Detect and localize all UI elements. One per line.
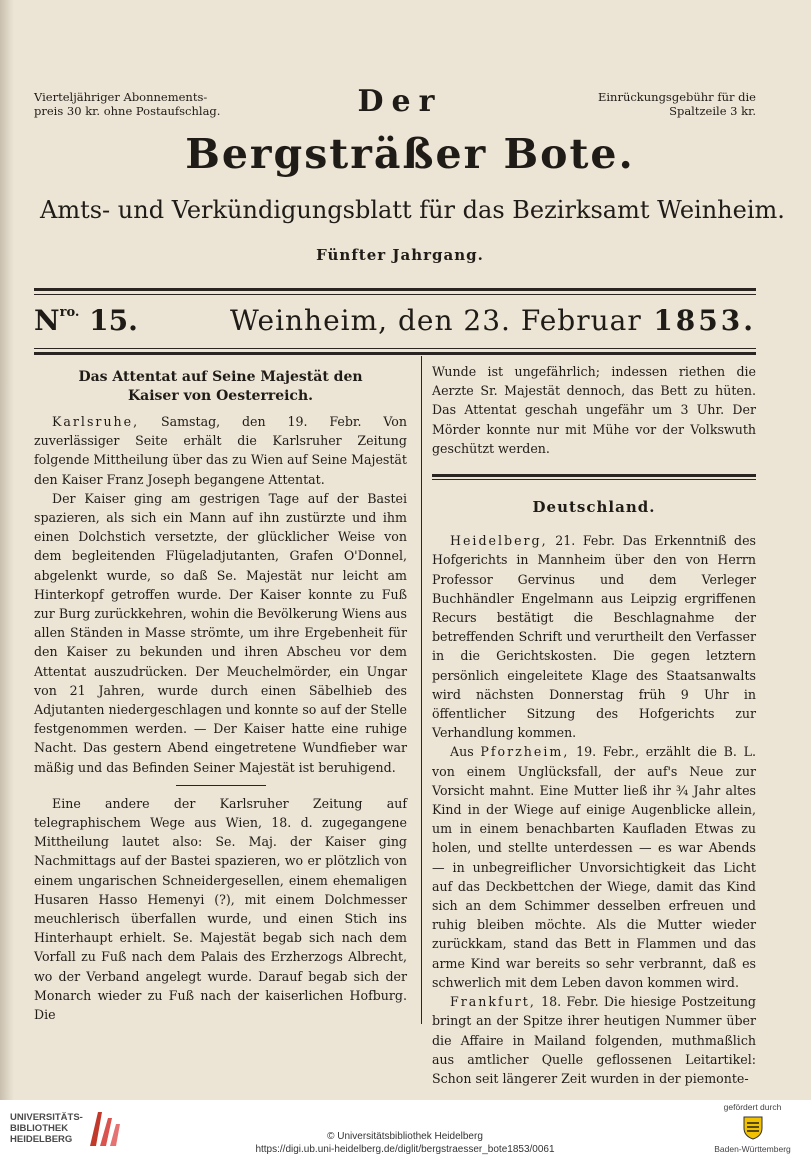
section-heading: Deutschland.: [532, 498, 656, 517]
paragraph-intro: Aus: [450, 744, 474, 760]
article-paragraph: Eine andere der Karlsruher Zeitung auf telegraphischem Wege aus Wien, 18. d. zugegangene Mittheilung lautet also: Se. Maj. der Kaiser ging Nachmittags auf der Bastei spazieren, wo er plötzlich von einem ungarischen Schneidergesellen, einem ehemaligen Husaren Hasso Hemenyi (?), mit einem Dolchmesser meuchlerisch überfallen wurde, und einen Stich ins Hinterhaupt erhielt. Se. Majestät begab sich nach dem Vorfall zu Fuß nach dem Palais des Erzherzogs Albrecht, wo der Verband angelegt wurde. Darauf begab sich der Monarch wieder zu Fuß nach der kaiserlichen Hofburg. Die: [34, 795, 407, 1023]
article-paragraph: [432, 531, 756, 742]
left-column: [34, 368, 407, 1024]
source-url[interactable]: https://digi.ub.uni-heidelberg.de/diglit/bergstraesser_bote1853/0061: [255, 1144, 555, 1155]
advertising-fee-note: [596, 90, 756, 118]
fee-line-2: Spaltzeile 3 kr.: [669, 104, 756, 118]
article-paragraph: Wunde ist ungefährlich; indessen riethen die Aerzte Sr. Majestät dennoch, das Bett zu hüten. Das Attentat geschah ungefähr um 3 Uhr. Der Mörder konnte nur mit Mühe vor der Volkswuth geschützt werden.: [432, 364, 756, 456]
issue-number: [34, 304, 138, 337]
library-name: UNIVERSITÄTS- BIBLIOTHEK HEIDELBERG: [10, 1112, 83, 1145]
paragraph-text: 19. Febr., erzählt die B. L. von einem Unglücksfall, der auf's Neue zur Vorsicht mahnt. Eine Mutter ließ ihr ¾ Jahr altes Kind in der Wiege auf einige Augenblicke allein, um in einem benachbarten Kaufladen Etwas zu holen, und stellte unterdessen — es war Abends — in unbegreiflicher Unvorsichtigkeit das Licht auf das Deckbettchen der Wiege, damit das Kind sich an dem Schimmer desselben erfreuen und ruhig bleiben möchte. Als die Mutter wieder zurückkam, stand das Bett in Flammen und das arme Kind war bereits so sehr verbrannt, daß es schwerlich mit dem Leben davon kommen wird.: [432, 744, 756, 990]
article-title-line-2: Kaiser von Oesterreich.: [127, 388, 314, 404]
header-rule-top: [34, 288, 756, 291]
issue-year: 1853.: [653, 304, 756, 337]
issue-number-value: 15.: [89, 304, 138, 337]
subscription-line-1: Vierteljähriger Abonnements-: [34, 90, 208, 104]
dateline-place: Karlsruhe,: [52, 414, 140, 429]
article-paragraph: Der Kaiser ging am gestrigen Tage auf der Bastei spazieren, als sich ein Mann auf ihn zustürzte und ihm einen Dolchstich versetzte, der glücklicher Weise von dem begleitenden Flügeladjutanten, Grafen O'Donnel, abgelenkt wurde, so daß Se. Majestät nur leicht am Hinterkopf getroffen wurde. Der Kaiser konnte zu Fuß zur Burg zurückkehren, wohin die Bevölkerung Wiens aus allen Ständen in Masse strömte, um ihre Ergebenheit für den Kaiser zu bekunden und ihren Abscheu vor dem Attentat auszudrücken. Der Meuchelmörder, ein Ungar von 21 Jahren, wurde durch einen Säbelhieb des Adjutanten niedergeschlagen und konnte so auf der Stelle festgenommen werden. — Der Kaiser hatte eine ruhige Nacht. Das gestern Abend eingetretene Wundfieber war mäßig und das Befinden Seiner Majestät ist beruhigend.: [34, 490, 407, 775]
library-logo[interactable]: [10, 1108, 170, 1148]
sponsor-name: Baden-Württemberg: [714, 1144, 791, 1154]
section-rule-thick: [432, 474, 756, 477]
masthead-article: Der: [357, 84, 443, 119]
column-divider: [421, 356, 422, 1024]
fee-line-1: Einrückungsgebühr für die: [597, 90, 756, 104]
paragraph-text: Samstag, den 19. Febr. Von zuverlässiger Seite erhält die Karlsruher Zeitung folgende Mittheilung über das zu Wien auf Seine Majestät den Kaiser Franz Joseph begangene Attentat.: [34, 414, 407, 487]
newspaper-subtitle: Amts- und Verkündigungsblatt für das Bezirksamt Weinheim.: [40, 196, 785, 224]
article-title-line-1: Das Attentat auf Seine Majestät den: [78, 369, 363, 385]
right-column: [432, 362, 756, 1088]
article-title: [34, 368, 407, 406]
article-paragraph: [432, 742, 756, 992]
issue-number-prefix: N: [34, 304, 60, 337]
subscription-note: [34, 90, 224, 118]
paragraph-text: 18. Febr. Die hiesige Postzeitung bringt an der Spitze ihrer heutigen Nummer über die Affaire in Mailand folgenden, muthmaßlich aus amtlicher Quelle geflossenen Leitartikel: Schon seit längerer Zeit wurden in der piemonte-: [432, 994, 756, 1086]
newspaper-title: Bergsträßer Bote.: [185, 130, 635, 178]
header-rule-top-thin: [34, 294, 756, 295]
sponsor-caption: gefördert durch: [723, 1102, 782, 1112]
subscription-line-2: preis 30 kr. ohne Postaufschlag.: [34, 104, 221, 118]
header-rule-bottom-thin: [34, 348, 756, 349]
dateline-place: Heidelberg,: [450, 533, 548, 549]
section-rule-thin: [432, 479, 756, 480]
header-rule-bottom: [34, 352, 756, 355]
article-paragraph: [34, 412, 407, 489]
page-spine-shadow: [0, 0, 14, 1100]
issue-dateline: [34, 304, 756, 344]
paragraph-text: 21. Febr. Das Erkenntniß des Hofgerichts in Mannheim über den von Herrn Professor Gervinus und dem Verleger Buchhändler Engelmann aus Leipzig ergriffenen Recurs bestätigt die Beschlagnahme der betreffenden Schrift und verurtheilt den Verfasser in die Gerichtskosten. Die gegen letztern persönlich eingeleitete Klage des Staatsanwalts wird nächsten Donnerstag früh 9 Uhr in öffentlicher Sitzung des Hofgerichts zur Verhandlung kommen.: [432, 533, 757, 741]
article-paragraph: [432, 992, 756, 1088]
dateline-place: Frankfurt,: [450, 994, 536, 1010]
viewer-footer: [0, 1100, 811, 1157]
dateline-place: Pforzheim,: [480, 744, 570, 760]
sponsor-logo[interactable]: [700, 1102, 805, 1156]
library-emblem-icon: [88, 1108, 122, 1148]
issue-number-sup: ro.: [59, 305, 80, 320]
issue-place-date: Weinheim, den 23. Februar: [230, 304, 642, 337]
copyright-text: © Universitätsbibliothek Heidelberg: [327, 1131, 483, 1142]
volume-label: Fünfter Jahrgang.: [316, 246, 484, 264]
state-coat-of-arms-icon: [740, 1114, 766, 1140]
copyright-notice: [240, 1130, 570, 1156]
separator-rule: [176, 785, 266, 786]
